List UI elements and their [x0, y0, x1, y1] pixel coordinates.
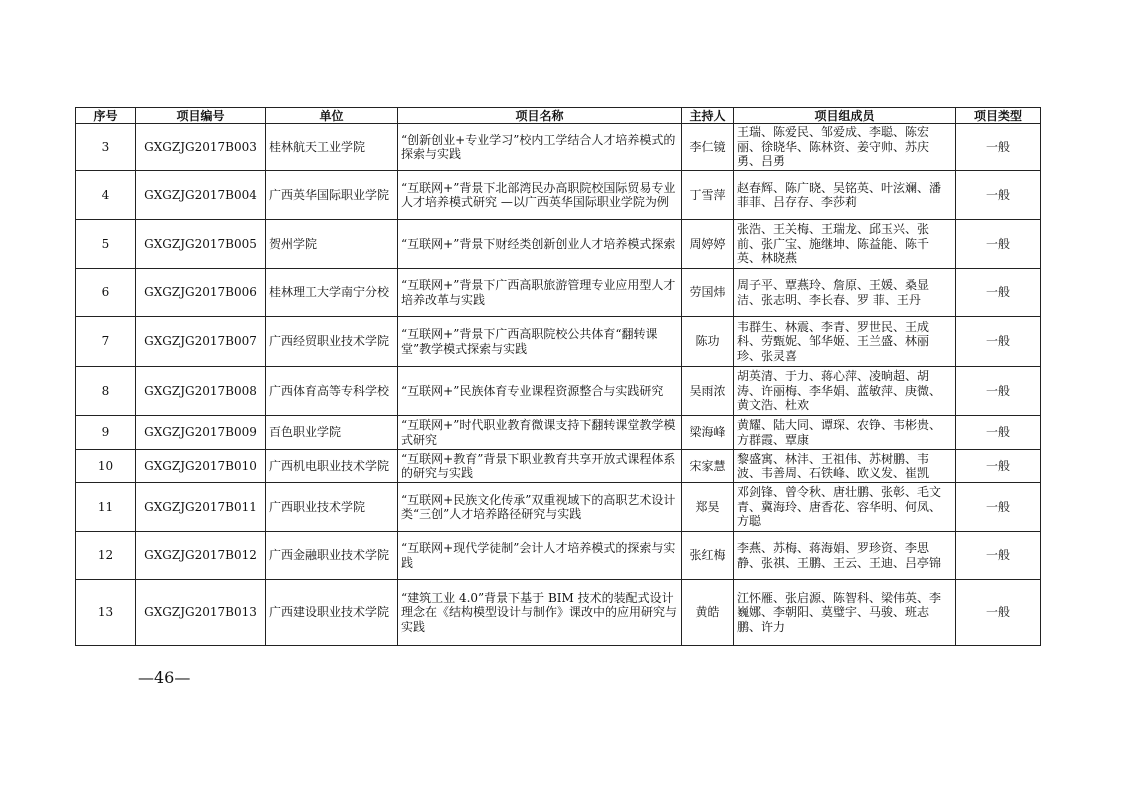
cell-leader: 梁海峰: [682, 416, 734, 450]
cell-unit: 桂林航天工业学院: [266, 124, 398, 171]
cell-members: 李燕、苏梅、蒋海娟、罗珍资、李思静、张祺、王鹏、王云、王迪、吕亭锦: [734, 532, 956, 580]
cell-project-name: “互联网+教育”背景下职业教育共享开放式课程体系的研究与实践: [398, 450, 682, 483]
cell-project-name: “互联网+”背景下财经类创新创业人才培养模式探索: [398, 220, 682, 269]
cell-leader: 陈功: [682, 317, 734, 367]
cell-project-name: “互联网+”民族体育专业课程资源整合与实践研究: [398, 367, 682, 416]
table-row: [76, 269, 1041, 317]
cell-unit: 桂林理工大学南宁分校: [266, 269, 398, 317]
cell-seq: 12: [76, 532, 136, 580]
cell-members: 王瑞、陈爱民、邹爱成、李聪、陈宏丽、徐晓华、陈林资、姜守帅、苏庆勇、吕勇: [734, 124, 956, 171]
cell-type: 一般: [956, 532, 1041, 580]
cell-leader: 李仁镜: [682, 124, 734, 171]
cell-unit: 广西建设职业技术学院: [266, 580, 398, 646]
cell-code: GXGZJG2017B004: [136, 171, 266, 220]
table-row: [76, 532, 1041, 580]
cell-leader: 丁雪萍: [682, 171, 734, 220]
cell-unit: 广西金融职业技术学院: [266, 532, 398, 580]
cell-unit: 广西机电职业技术学院: [266, 450, 398, 483]
table-row: [76, 367, 1041, 416]
cell-members: 江怀雁、张启源、陈智科、梁伟英、李巍娜、李朝阳、莫璧宇、马骏、班志鹏、许力: [734, 580, 956, 646]
cell-seq: 4: [76, 171, 136, 220]
cell-leader: 郑昊: [682, 483, 734, 532]
cell-seq: 7: [76, 317, 136, 367]
cell-project-name: “互联网+”时代职业教育微课支持下翻转课堂教学模式研究: [398, 416, 682, 450]
cell-code: GXGZJG2017B009: [136, 416, 266, 450]
cell-project-name: “互联网+”背景下广西高职旅游管理专业应用型人才培养改革与实践: [398, 269, 682, 317]
cell-members: 胡英清、于力、蒋心萍、凌晌超、胡涛、许丽梅、李华娟、蓝敏萍、庚微、黄文浩、杜欢: [734, 367, 956, 416]
cell-leader: 黄皓: [682, 580, 734, 646]
cell-seq: 10: [76, 450, 136, 483]
cell-type: 一般: [956, 124, 1041, 171]
cell-unit: 广西体育高等专科学校: [266, 367, 398, 416]
cell-type: 一般: [956, 269, 1041, 317]
cell-leader: 劳国炜: [682, 269, 734, 317]
header-leader: 主持人: [682, 108, 734, 124]
cell-members: 韦群生、林震、李青、罗世民、王成科、劳甄妮、邹华姬、王兰盛、林丽珍、张灵喜: [734, 317, 956, 367]
cell-unit: 广西经贸职业技术学院: [266, 317, 398, 367]
cell-type: 一般: [956, 450, 1041, 483]
cell-leader: 宋家慧: [682, 450, 734, 483]
cell-code: GXGZJG2017B006: [136, 269, 266, 317]
table-row: [76, 483, 1041, 532]
cell-unit: 百色职业学院: [266, 416, 398, 450]
table-row: [76, 580, 1041, 646]
cell-code: GXGZJG2017B011: [136, 483, 266, 532]
cell-type: 一般: [956, 580, 1041, 646]
cell-type: 一般: [956, 367, 1041, 416]
cell-type: 一般: [956, 317, 1041, 367]
header-project-name: 项目名称: [398, 108, 682, 124]
table-header-row: [76, 108, 1041, 124]
cell-unit: 广西英华国际职业学院: [266, 171, 398, 220]
cell-members: 周子平、覃燕玲、詹原、王媛、桑显洁、张志明、李长春、罗 菲、王丹: [734, 269, 956, 317]
cell-type: 一般: [956, 483, 1041, 532]
table-row: [76, 220, 1041, 269]
table-row: [76, 416, 1041, 450]
cell-members: 赵春辉、陈广晓、吴铭英、叶泫斓、潘菲菲、吕存存、李莎莉: [734, 171, 956, 220]
cell-leader: 张红梅: [682, 532, 734, 580]
cell-code: GXGZJG2017B013: [136, 580, 266, 646]
cell-project-name: “互联网+民族文化传承”双重视域下的高职艺术设计类“三创”人才培养路径研究与实践: [398, 483, 682, 532]
cell-members: 张浩、王关梅、王瑞龙、邱玉兴、张前、张广宝、施继坤、陈益能、陈千英、林晓燕: [734, 220, 956, 269]
cell-code: GXGZJG2017B012: [136, 532, 266, 580]
cell-seq: 6: [76, 269, 136, 317]
table-row: [76, 450, 1041, 483]
cell-project-name: “互联网+”背景下北部湾民办高职院校国际贸易专业人才培养模式研究 —以广西英华国际职业学院为例: [398, 171, 682, 220]
header-unit: 单位: [266, 108, 398, 124]
cell-members: 黎盛寓、林沣、王祖伟、苏树鹏、韦波、韦善周、石铁峰、欧义发、崔凯: [734, 450, 956, 483]
cell-seq: 3: [76, 124, 136, 171]
cell-code: GXGZJG2017B005: [136, 220, 266, 269]
header-code: 项目编号: [136, 108, 266, 124]
header-type: 项目类型: [956, 108, 1041, 124]
cell-members: 黄耀、陆大同、谭琛、农铮、韦彬贵、方群霞、覃康: [734, 416, 956, 450]
cell-seq: 8: [76, 367, 136, 416]
cell-members: 邓剑锋、曾令秋、唐壮鹏、张彰、毛文青、冀海玲、唐香花、容华明、何凤、方聪: [734, 483, 956, 532]
cell-project-name: “互联网+现代学徒制”会计人才培养模式的探索与实践: [398, 532, 682, 580]
table-row: [76, 171, 1041, 220]
cell-code: GXGZJG2017B003: [136, 124, 266, 171]
cell-type: 一般: [956, 220, 1041, 269]
cell-type: 一般: [956, 171, 1041, 220]
cell-project-name: “创新创业+专业学习”校内工学结合人才培养模式的探索与实践: [398, 124, 682, 171]
table-row: [76, 124, 1041, 171]
cell-seq: 11: [76, 483, 136, 532]
cell-seq: 5: [76, 220, 136, 269]
cell-unit: 贺州学院: [266, 220, 398, 269]
cell-code: GXGZJG2017B010: [136, 450, 266, 483]
cell-leader: 吴雨浓: [682, 367, 734, 416]
cell-code: GXGZJG2017B008: [136, 367, 266, 416]
table-row: [76, 317, 1041, 367]
cell-seq: 13: [76, 580, 136, 646]
cell-type: 一般: [956, 416, 1041, 450]
cell-unit: 广西职业技术学院: [266, 483, 398, 532]
cell-seq: 9: [76, 416, 136, 450]
page-number: —46—: [138, 668, 191, 687]
project-table: [75, 107, 1041, 646]
cell-project-name: “互联网+”背景下广西高职院校公共体育“翻转课堂”教学模式探索与实践: [398, 317, 682, 367]
header-members: 项目组成员: [734, 108, 956, 124]
cell-project-name: “建筑工业 4.0”背景下基于 BIM 技术的装配式设计理念在《结构模型设计与制作》课改中的应用研究与实践: [398, 580, 682, 646]
cell-leader: 周婷婷: [682, 220, 734, 269]
header-seq: 序号: [76, 108, 136, 124]
cell-code: GXGZJG2017B007: [136, 317, 266, 367]
